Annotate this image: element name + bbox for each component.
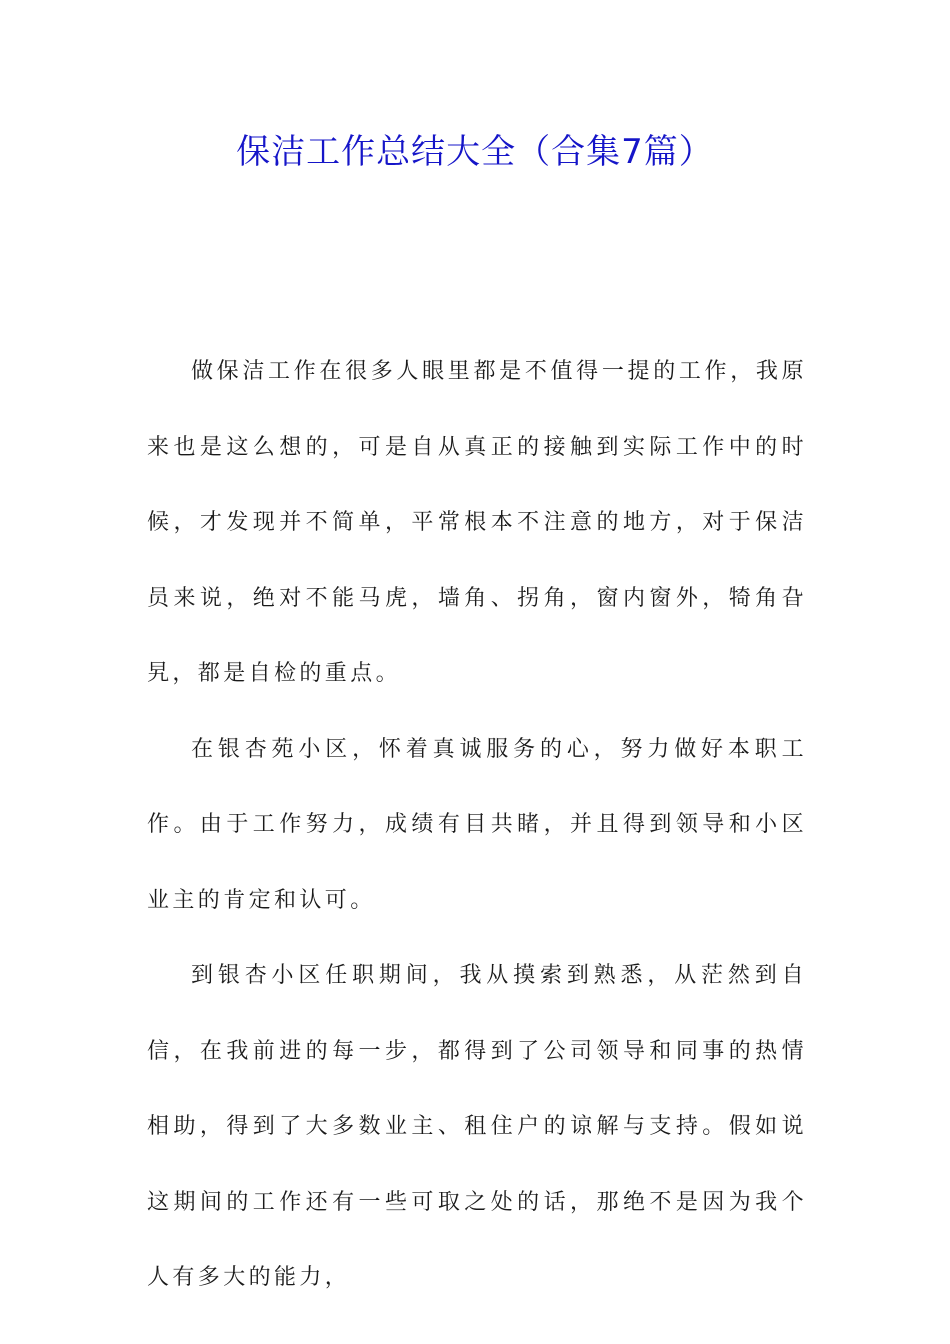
document-title: 保洁工作总结大全（合集7篇）	[236, 132, 714, 172]
paragraph-1: 做保洁工作在很多人眼里都是不值得一提的工作，我原来也是这么想的，可是自从真正的接触到实际工作中的时候，才发现并不简单，平常根本不注意的地方，对于保洁员来说，绝对不能马虎，墙角、拐角，窗内窗外，犄角旮旯，都是自检的重点。	[147, 359, 807, 686]
paragraph-3: 到银杏小区任职期间，我从摸索到熟悉，从茫然到自信，在我前进的每一步，都得到了公司领导和同事的热情相助，得到了大多数业主、租住户的谅解与支持。假如说这期间的工作还有一些可取之处的话，那绝不是因为我个人有多大的能力，	[147, 963, 807, 1290]
paragraph-2: 在银杏苑小区，怀着真诚服务的心，努力做好本职工作。由于工作努力，成绩有目共睹，并且得到领导和小区业主的肯定和认可。	[147, 736, 807, 913]
document-body	[147, 334, 807, 1316]
